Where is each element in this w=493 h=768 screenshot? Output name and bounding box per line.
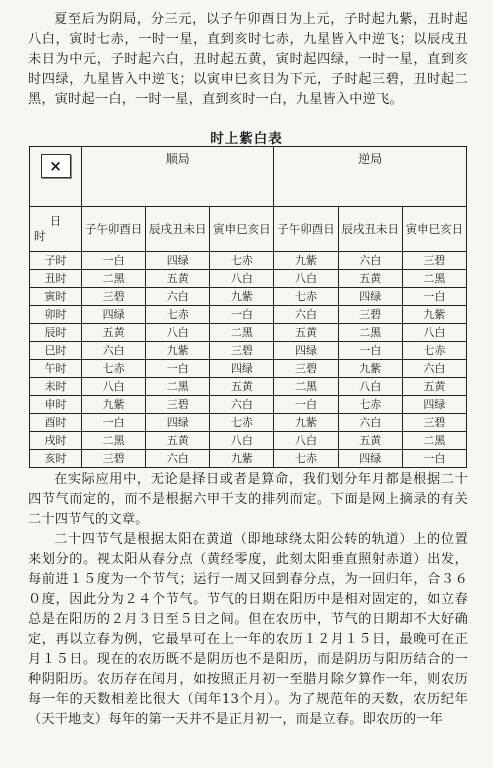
table-cell: 七赤 [274,450,338,468]
table-cell: 二黑 [402,270,466,288]
column-header: 辰戌丑未日 [338,207,402,252]
table-cell: 四绿 [82,306,146,324]
table-cell: 五黄 [274,324,338,342]
table-cell: 八白 [146,324,210,342]
table-cell: 四绿 [338,450,402,468]
table-cell: 一白 [82,252,146,270]
table-cell: 九紫 [210,450,274,468]
table-cell: 六白 [402,360,466,378]
table-cell: 二黑 [82,432,146,450]
table-cell: 二黑 [338,324,402,342]
table-cell: 四绿 [146,414,210,432]
table-cell: 二黑 [146,378,210,396]
table-row [30,252,467,270]
table-cell: 七赤 [82,360,146,378]
table-cell: 七赤 [210,252,274,270]
table-cell: 六白 [146,288,210,306]
table-cell: 五黄 [338,270,402,288]
column-header: 子午卯酉日 [274,207,338,252]
table-cell: 九紫 [210,288,274,306]
table-cell: 八白 [210,270,274,288]
table-row [30,306,467,324]
row-header: 丑时 [30,270,82,288]
row-header: 酉时 [30,414,82,432]
table-cell: 一白 [402,450,466,468]
table-cell: 九紫 [274,414,338,432]
table-cell: 九紫 [402,306,466,324]
hour-label: 时 [34,229,46,243]
table-cell: 七赤 [338,396,402,414]
table-cell: 六白 [82,342,146,360]
table-cell: 八白 [402,324,466,342]
paragraph-application: 在实际应用中，无论是择日或者是算命，我们划分年月都是根据二十四节气而定的，而不是根据六甲干支的排列而定。下面是网上摘录的有关二十四节气的文章。 [28,472,468,527]
table-row [30,396,467,414]
table-row [30,432,467,450]
column-header: 辰戌丑未日 [146,207,210,252]
table-cell: 七赤 [146,306,210,324]
table-cell: 六白 [210,396,274,414]
table-title: 时上紫白表 [210,131,283,147]
table-cell: 一白 [402,288,466,306]
group-ni-header: 逆局 [274,147,467,207]
table-cell: 四绿 [274,342,338,360]
table-cell: 九紫 [338,360,402,378]
table-cell: 三碧 [274,360,338,378]
day-hour-label-cell [30,207,82,252]
table-cell: 一白 [338,342,402,360]
table-cell: 二黑 [274,378,338,396]
row-header: 戌时 [30,432,82,450]
row-header: 午时 [30,360,82,378]
table-cell: 四绿 [338,288,402,306]
row-header: 卯时 [30,306,82,324]
table-cell: 九紫 [146,342,210,360]
table-cell: 五黄 [402,378,466,396]
table-group-header-row [30,147,467,207]
day-label: 日 [49,214,62,228]
table-cell: 七赤 [402,342,466,360]
table-row [30,288,467,306]
table-cell: 六白 [274,306,338,324]
table-cell: 六白 [146,450,210,468]
table-cell: 三碧 [82,450,146,468]
table-cell: 一白 [146,360,210,378]
table-cell: 七赤 [210,414,274,432]
row-header: 巳时 [30,342,82,360]
table-cell: 五黄 [146,270,210,288]
table-column-header-row [30,207,467,252]
row-header: 未时 [30,378,82,396]
table-cell: 一白 [274,396,338,414]
column-header: 子午卯酉日 [82,207,146,252]
table-cell: 七赤 [274,288,338,306]
table-cell: 四绿 [146,252,210,270]
table-cell: 一白 [82,414,146,432]
table-cell: 二黑 [402,432,466,450]
table-cell: 五黄 [82,324,146,342]
table-cell: 三碧 [82,288,146,306]
row-header: 辰时 [30,324,82,342]
table-row [30,342,467,360]
table-cell: 二黑 [210,324,274,342]
table-cell: 八白 [274,270,338,288]
table-cell: 三碧 [146,396,210,414]
group-shun-header: 顺局 [82,147,274,207]
table-row [30,450,467,468]
table-row [30,360,467,378]
table-cell: 三碧 [338,306,402,324]
zibai-table [29,146,467,468]
close-icon: × [41,154,71,178]
table-row [30,324,467,342]
table-cell: 八白 [82,378,146,396]
row-header: 亥时 [30,450,82,468]
column-header: 寅申巳亥日 [210,207,274,252]
table-row [30,414,467,432]
table-cell: 二黑 [82,270,146,288]
table-cell: 六白 [338,414,402,432]
table-cell: 六白 [338,252,402,270]
table-cell: 三碧 [402,252,466,270]
table-cell: 四绿 [210,360,274,378]
table-cell: 三碧 [402,414,466,432]
table-cell: 九紫 [274,252,338,270]
row-header: 申时 [30,396,82,414]
row-header: 寅时 [30,288,82,306]
table-cell: 八白 [338,378,402,396]
row-header: 子时 [30,252,82,270]
table-cell: 八白 [274,432,338,450]
table-cell: 一白 [210,306,274,324]
table-cell: 五黄 [210,378,274,396]
table-cell: 八白 [210,432,274,450]
table-cell: 五黄 [146,432,210,450]
paragraph-solar-terms: 二十四节气是根据太阳在黄道（即地球绕太阳公转的轨道）上的位置来划分的。视太阳从春分点（黄经零度，此刻太阳垂直照射赤道）出发，每前进１５度为一个节气；运行一周又回到春分点，为一回归年，合３６０度，因此分为２４个节气。节气的日期在阳历中是相对固定的，如立春总是在阳历的２月３日至５日之间。但在农历中，节气的日期却不大好确定，再以立春为例，它最早可在上一年的农历１２月１５日，最晚可在正月１５日。现在的农历既不是阴历也不是阳历，而是阴历与阳历结合的一种阴阳历。农历存在闰月，如按照正月初一至腊月除夕算作一年，则农历每一年的天数相差比很大（闰年13个月）。为了规范年的天数，农历纪年（天干地支）每年的第一天并不是正月初一，而是立春。即农历的一年 [28,532,468,727]
table-row [30,270,467,288]
corner-cell [30,147,82,207]
table-cell: 三碧 [210,342,274,360]
column-header: 寅申巳亥日 [402,207,466,252]
table-row [30,378,467,396]
table-cell: 五黄 [338,432,402,450]
table-cell: 四绿 [402,396,466,414]
paragraph-intro: 夏至后为阴局，分三元，以子午卯酉日为上元，子时起九紫，丑时起八白，寅时七赤，一时一星，直到亥时七赤，九星皆入中逆飞；以辰戌丑未日为中元，子时起六白，丑时起五黄，寅时起四绿，一时一星，直到亥时四绿，九星皆入中逆飞；以寅申巳亥日为下元，子时起三碧，丑时起二黑，寅时起一白，一时一星，直到亥时一白，九星皆入中逆飞。 [28,12,468,107]
table-cell: 九紫 [82,396,146,414]
